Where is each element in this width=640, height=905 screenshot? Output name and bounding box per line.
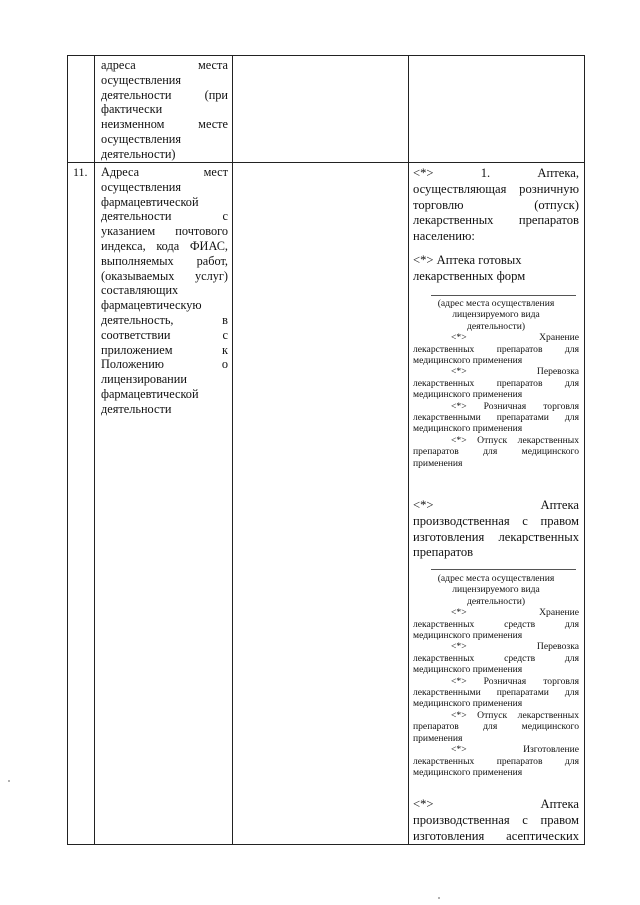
table-border-left — [67, 55, 68, 845]
block2-title-line: производственная с правом — [413, 513, 579, 528]
item-head: <*> Хранение — [451, 332, 579, 344]
item-line: лекарственных средств для — [413, 652, 579, 664]
item-line: применения — [413, 732, 463, 744]
intro-line: лекарственных препаратов — [413, 213, 579, 228]
description-line: фармацевтическую — [101, 298, 202, 313]
description-line: индекса, кода ФИАС, — [101, 238, 228, 253]
description-line: фармацевтической — [101, 194, 199, 209]
item-head: <*> Перевозка — [451, 366, 579, 378]
description-line: деятельности — [101, 401, 172, 416]
item-head: <*> Отпуск лекарственных — [451, 434, 579, 446]
row-prev-line: осуществления — [101, 131, 182, 146]
description-line: Адреса мест — [101, 165, 228, 179]
block3-title-line: изготовления асептических — [413, 828, 579, 843]
block1-details — [413, 298, 579, 469]
description-line: фармацевтической — [101, 386, 199, 401]
address-note-line: лицензируемого вида — [452, 584, 540, 596]
item-head: <*> Хранение — [451, 607, 579, 619]
item-head: <*> Розничная торговля — [451, 400, 579, 412]
description-line: осуществления — [101, 179, 182, 194]
pharmacy-intro — [413, 166, 579, 245]
row-11-description — [101, 165, 228, 417]
address-note-line: деятельности) — [466, 320, 526, 332]
description-line: составляющих — [101, 283, 179, 298]
row-prev-line: адреса места — [101, 58, 228, 72]
block3-title-line: производственная с правом — [413, 812, 579, 827]
description-line: Положению о — [101, 357, 228, 372]
address-note-line: деятельности) — [466, 595, 526, 607]
row-prev-line: осуществления — [101, 72, 182, 87]
row-prev-line: деятельности (при — [101, 87, 228, 102]
item-line: лекарственными препаратами для — [413, 687, 579, 699]
table-border-num-col — [94, 55, 95, 845]
description-line: выполняемых работ, — [101, 253, 228, 268]
block2-title-line: изготовления лекарственных — [413, 529, 579, 544]
block3-title-line: <*> Аптека — [413, 797, 579, 811]
description-line: указанием почтового — [101, 224, 228, 239]
block1-title-line: лекарственных форм — [413, 268, 526, 283]
table-border-top — [67, 55, 585, 56]
scan-speck — [8, 780, 10, 782]
item-head: <*> Розничная торговля — [451, 675, 579, 687]
intro-line: населению: — [413, 229, 475, 244]
row-number: 11. — [73, 165, 88, 179]
block3-title — [413, 797, 579, 844]
scan-speck — [438, 897, 440, 899]
item-line: медицинского применения — [413, 389, 523, 401]
block2-title-line: <*> Аптека — [413, 498, 579, 512]
description-line: деятельность, в — [101, 312, 228, 327]
item-line: препаратов для медицинского — [413, 446, 579, 458]
address-note-line: (адрес места осуществления — [437, 298, 555, 309]
block2-title — [413, 498, 579, 561]
item-line: лекарственными препаратами для — [413, 412, 579, 424]
item-line: лекарственных препаратов для — [413, 343, 579, 355]
row-prev-line: неизменном месте — [101, 117, 228, 132]
table-border-desc-col — [232, 55, 233, 845]
item-line: медицинского применения — [413, 664, 523, 676]
description-line: соответствии с — [101, 327, 228, 342]
description-line: лицензировании — [101, 372, 187, 387]
intro-line: осуществляющая розничную — [413, 181, 579, 196]
item-line: медицинского применения — [413, 630, 523, 642]
block2-details — [413, 573, 579, 778]
item-head: <*> Перевозка — [451, 641, 579, 653]
row-prev-description — [101, 58, 228, 162]
block1-title-line: <*> Аптека готовых — [413, 253, 522, 267]
description-line: приложением к — [101, 342, 228, 357]
item-line: лекарственных средств для — [413, 618, 579, 630]
table-border-mid-col — [408, 55, 409, 845]
row-prev-line: фактически — [101, 102, 163, 117]
item-line: медицинского применения — [413, 423, 523, 435]
row-prev-line: деятельности) — [101, 146, 176, 161]
table-row-divider — [67, 162, 585, 163]
description-line: (оказываемых услуг) — [101, 268, 228, 283]
description-line: деятельности с — [101, 209, 228, 224]
intro-line: <*> 1. Аптека, — [413, 166, 579, 180]
item-line: препаратов для медицинского — [413, 721, 579, 733]
address-note-line: (адрес места осуществления — [437, 573, 555, 584]
block1-address-underline — [431, 295, 576, 296]
item-line: лекарственных препаратов для — [413, 755, 579, 767]
item-line: медицинского применения — [413, 698, 523, 710]
address-note-line: лицензируемого вида — [452, 309, 540, 321]
item-line: применения — [413, 457, 463, 469]
block2-address-underline — [431, 569, 576, 570]
item-line: медицинского применения — [413, 766, 523, 778]
item-line: лекарственных препаратов для — [413, 377, 579, 389]
item-line: медицинского применения — [413, 355, 523, 367]
block1-title — [413, 253, 579, 285]
intro-line: торговлю (отпуск) — [413, 197, 579, 212]
item-head: <*> Отпуск лекарственных — [451, 709, 579, 721]
table-border-right — [584, 55, 585, 845]
item-head: <*> Изготовление — [451, 744, 579, 756]
block2-title-line: препаратов — [413, 545, 474, 560]
